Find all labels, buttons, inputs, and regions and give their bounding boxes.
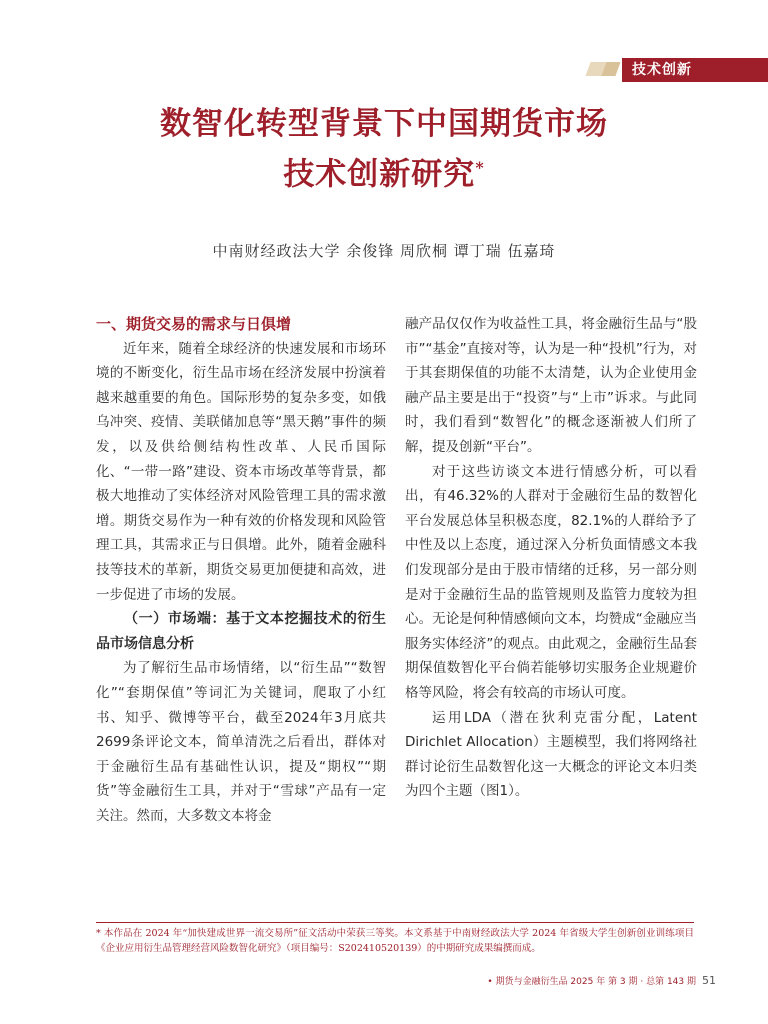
page-number: 51: [702, 974, 716, 987]
article-title: [0, 102, 768, 196]
footnote-divider: [96, 922, 694, 923]
page-footer: [487, 974, 716, 987]
authors: 中南财经政法大学 余俊锋 周欣桐 谭丁瑞 伍嘉琦: [212, 242, 556, 260]
footnote: * 本作品在 2024 年“加快建成世界一流交易所”征文活动中荣获三等奖。本文系基于中南财经政法大学 2024 年省级大学生创新创业训练项目《企业应用衍生品管理经营风险数智化研究》（项目编号：S202410520139）的中期研究成果编撰而成。: [96, 928, 694, 954]
right-column: [405, 312, 697, 804]
title-line-2-text: 技术创新研究: [283, 156, 476, 193]
section-heading-1: 一、期货交易的需求与日俱增: [96, 315, 292, 333]
title-line-2: [0, 146, 768, 196]
paragraph: 运用LDA（潜在狄利克雷分配，Latent Dirichlet Allocation）主题模型，我们将网络社群讨论衍生品数智化这一大概念的评论文本归类为四个主题（图1）。: [405, 709, 697, 800]
paragraph: 融产品仅仅作为收益性工具，将金融衍生品与“股市”“基金”直接对等，认为是一种“投机”行为，对于其套期保值的功能不太清楚，认为企业使用金融产品主要是出于“投资”与“上市”诉求。与此同时，我们看到“数智化”的概念逐渐被人们所了解，提及创新“平台”。: [405, 316, 697, 455]
left-column: [96, 312, 386, 828]
title-footnote-mark: *: [475, 158, 485, 177]
section-tag: 技术创新: [622, 58, 768, 82]
title-line-1: 数智化转型背景下中国期货市场: [160, 106, 608, 142]
paragraph: 近年来，随着全球经济的快速发展和市场环境的不断变化，衍生品市场在经济发展中扮演着越来越重要的角色。国际形势的复杂多变，如俄乌冲突、疫情、美联储加息等“黑天鹅”事件的频发，以及供给侧结构性改革、人民币国际化、“一带一路”建设、资本市场改革等背景，都极大地推动了实体经济对风险管理工具的需求激增。期货交易作为一种有效的价格发现和风险管理工具，其需求正与日俱增。此外，随着金融科技等技术的革新，期货交易更加便捷和高效，进一步促进了市场的发展。: [96, 340, 386, 603]
paragraph: 为了解衍生品市场情绪，以“衍生品”“数智化”“套期保值”等词汇为关键词，爬取了小红书、知乎、微博等平台，截至2024年3月底共2699条评论文本，简单清洗之后看出，群体对于金融衍生品有基础性认识，提及“期权”“期货”等金融衍生工具，并对于“雪球”产品有一定关注。然而，大多数文本将金: [96, 660, 386, 824]
paragraph: 对于这些访谈文本进行情感分析，可以看出，有46.32%的人群对于金融衍生品的数智化平台发展总体呈积极态度，82.1%的人群给予了中性及以上态度，通过深入分析负面情感文本我们发现部分是由于股市情绪的迁移，另一部分则是对于金融衍生品的监管规则及监管力度较为担心。无论是何种情感倾向文本，均赞成“金融应当服务实体经济”的观点。由此观之，金融衍生品套期保值数智化平台倘若能够切实服务企业规避价格等风险，将会有较高的市场认可度。: [405, 463, 697, 701]
journal-info: • 期货与金融衍生品 2025 年 第 3 期 · 总第 143 期: [487, 977, 696, 987]
subsection-heading: （一）市场端：基于文本挖掘技术的衍生品市场信息分析: [96, 611, 386, 652]
